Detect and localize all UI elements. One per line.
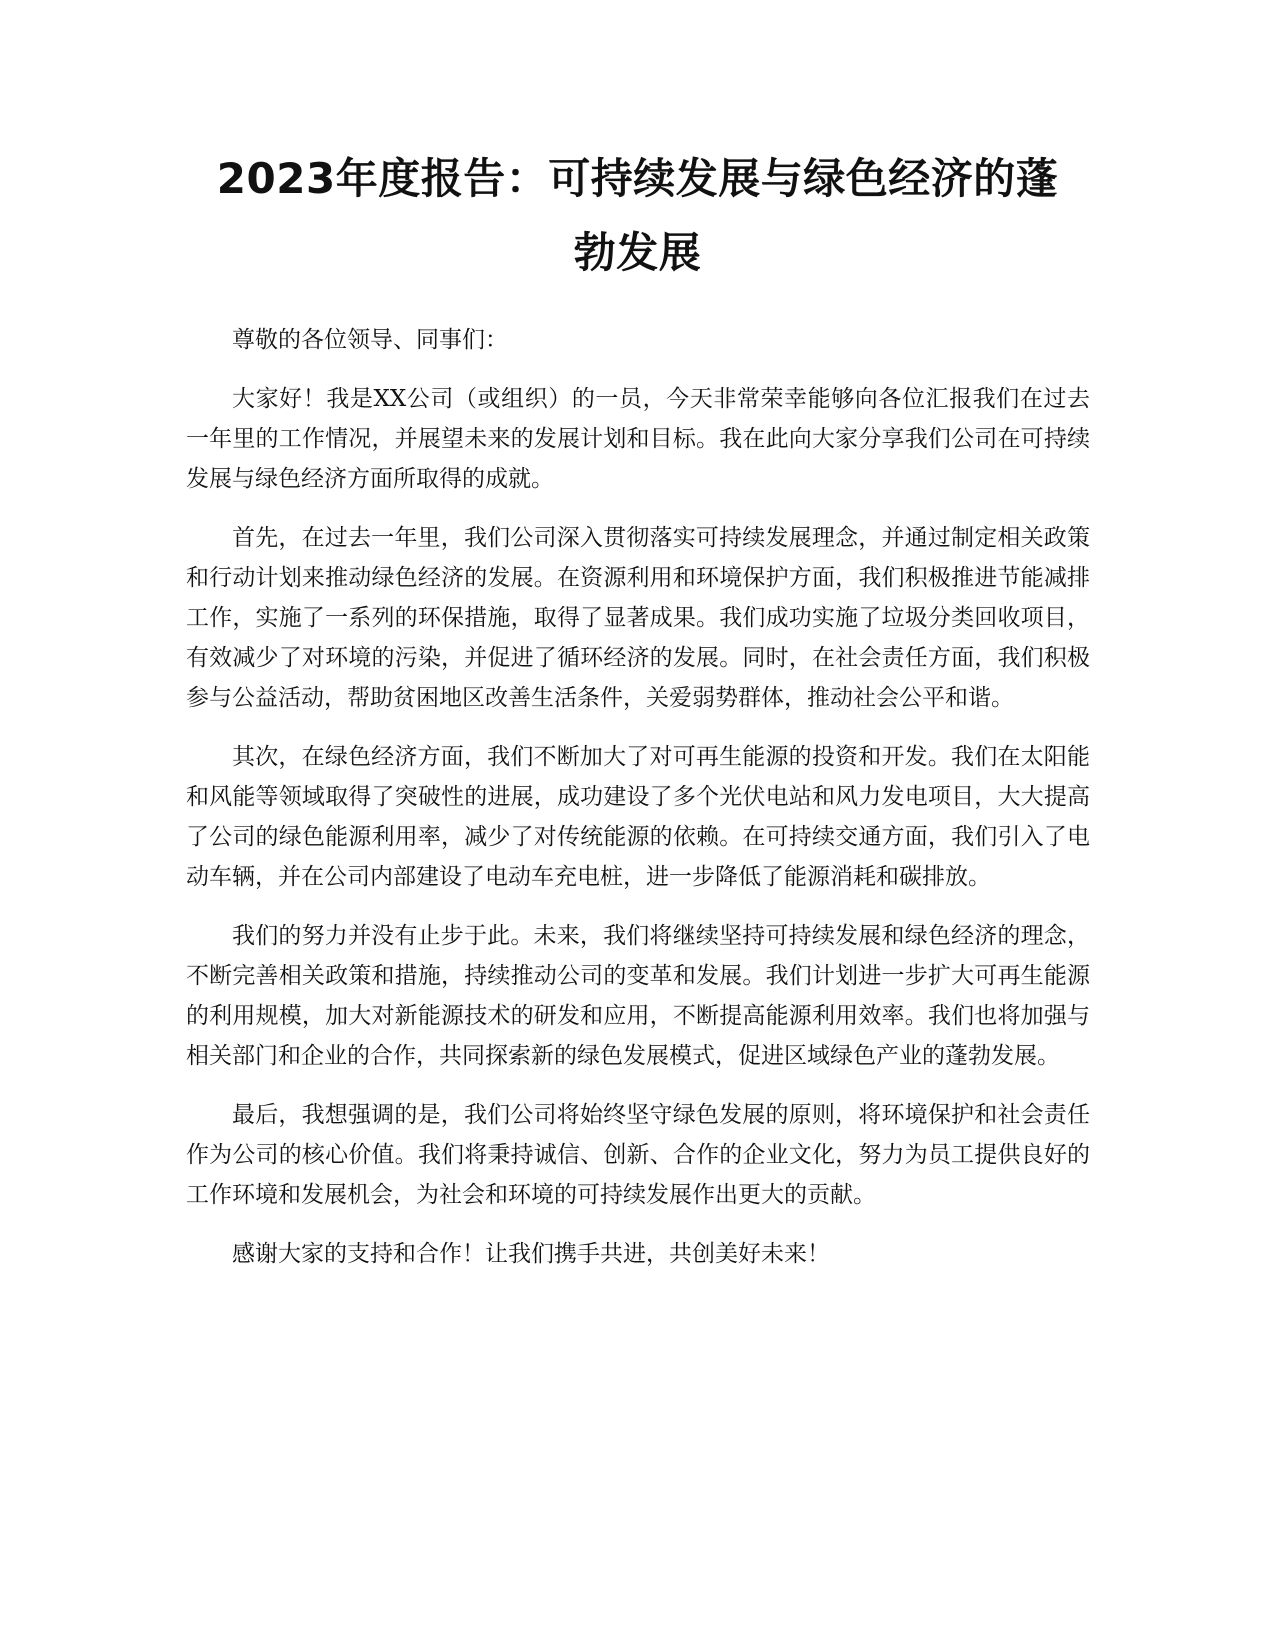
achievements-paragraph: 首先，在过去一年里，我们公司深入贯彻落实可持续发展理念，并通过制定相关政策和行动计划来推动绿色经济的发展。在资源利用和环境保护方面，我们积极推进节能减排工作，实施了一系列的环保措施，取得了显著成果。我们成功实施了垃圾分类回收项目，有效减少了对环境的污染，并促进了循环经济的发展。同时，在社会责任方面，我们积极参与公益活动，帮助贫困地区改善生活条件，关爱弱势群体，推动社会公平和谐。: [186, 525, 1090, 711]
document-title: [150, 142, 1125, 290]
document-body: [186, 320, 1090, 1293]
green-economy-paragraph: 其次，在绿色经济方面，我们不断加大了对可再生能源的投资和开发。我们在太阳能和风能等领域取得了突破性的进展，成功建设了多个光伏电站和风力发电项目，大大提高了公司的绿色能源利用率，减少了对传统能源的依赖。在可持续交通方面，我们引入了电动车辆，并在公司内部建设了电动车充电桩，进一步降低了能源消耗和碳排放。: [186, 744, 1090, 890]
document-title-line-2: 勃发展: [573, 228, 702, 277]
closing-paragraph: 感谢大家的支持和合作！让我们携手共进，共创美好未来！: [232, 1241, 830, 1267]
greeting-paragraph: 大家好！我是XX公司（或组织）的一员，今天非常荣幸能够向各位汇报我们在过去一年里的工作情况，并展望未来的发展计划和目标。我在此向大家分享我们公司在可持续发展与绿色经济方面所取得的成就。: [186, 386, 1090, 492]
core-values-paragraph: 最后，我想强调的是，我们公司将始终坚守绿色发展的原则，将环境保护和社会责任作为公司的核心价值。我们将秉持诚信、创新、合作的企业文化，努力为员工提供良好的工作环境和发展机会，为社会和环境的可持续发展作出更大的贡献。: [186, 1102, 1090, 1208]
future-plans-paragraph: 我们的努力并没有止步于此。未来，我们将继续坚持可持续发展和绿色经济的理念，不断完善相关政策和措施，持续推动公司的变革和发展。我们计划进一步扩大可再生能源的利用规模，加大对新能源技术的研发和应用，不断提高能源利用效率。我们也将加强与相关部门和企业的合作，共同探索新的绿色发展模式，促进区域绿色产业的蓬勃发展。: [186, 923, 1090, 1069]
salutation-paragraph: 尊敬的各位领导、同事们：: [232, 327, 508, 353]
document-title-line-1: 2023年度报告：可持续发展与绿色经济的蓬: [216, 154, 1059, 203]
